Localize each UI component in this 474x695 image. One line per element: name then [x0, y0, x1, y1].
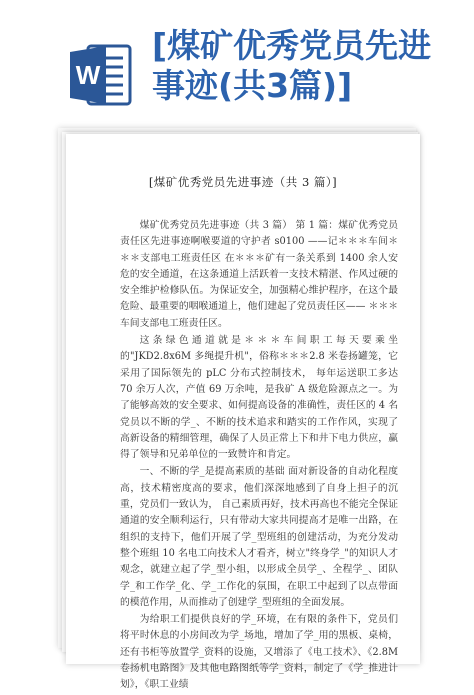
document-body [120, 218, 398, 695]
document-title: [煤矿优秀党员先进事迹（共 3 篇）] [148, 175, 338, 189]
document-page [66, 134, 420, 691]
header [0, 0, 474, 120]
paragraph-4: 为给职工们提供良好的学_环境，在有限的条件下，党员们将平时休息的小房间改为学_场地，增加了学_用的黑板、桌椅，还有书柜等放置学_资料的设施，又增添了《电工技术》、《2.8M 卷扬机电路图》及其他电路图纸等学_资料，制定了《学_推进计划》，《职工业绩 [120, 614, 398, 691]
word-icon-letter: W [75, 60, 101, 90]
paragraph-1: 煤矿优秀党员先进事迹（共 3 篇） 第 1 篇：煤矿优秀党员责任区先进事迹啊喉要道的守护者 s0100 ——记＊＊＊车间＊＊＊支部电工班责任区 在＊＊＊矿有一条关系到 1400 余人安危的安全通道，在这条通道上活跃着一支技术精湛、作风过硬的安全维护检修队伍。为保证安全，加强精心维护程序，在这个最危险、最重要的咽喉通道上，他们建起了党员责任区—— ＊＊＊车间支部电工班责任区。 [120, 220, 398, 329]
page-title: [煤矿优秀党员先进事迹(共3篇)] [152, 26, 432, 105]
paragraph-2: 这条绿色通道就是＊＊＊车间职工每天要乘坐的"JKD2.8x6M 多绳提升机"，俗称＊＊＊2.8 米卷扬罐笼，它采用了国际领先的 pLC 分布式控制技术， 每年运送职工多达 70 余万人次，产值 69 万余吨，是我矿 A 级危险源点之一。为了能够高效的安全要求、如何提高设备的准确性，责任区的 4 名党员以不断的学_、不断的技术追求和踏实的工作作风，实现了高新设备的精细管理，确保了人员正常上下和井下电力供应，赢得了领导和兄弟单位的一致赞许和肯定。 [120, 335, 398, 461]
word-document-icon [68, 40, 134, 110]
paragraph-3: 一、不断的学_是提高素质的基础 面对新设备的自动化程度高，技术精密度高的要求，他们深深地感到了自身上担子的沉重，党员们一致认为， 自己素质再好，技术再高也不能完全保证通道的安全顺利运行，只有带动大家共同提高才是唯一出路，在组织的支持下，他们开展了学_型班组的创建活动，为充分发动整个班组 10 名电工向技术人才看齐，树立"终身学_"的知识人才观念，就建立起了学_型小组，以形成全员学_、全程学_、团队学_和工作学_化、学_工作化的氛围，在职工中起到了以点带面的模范作用，从而推动了创建学_型班组的全面发展。 [120, 466, 398, 608]
